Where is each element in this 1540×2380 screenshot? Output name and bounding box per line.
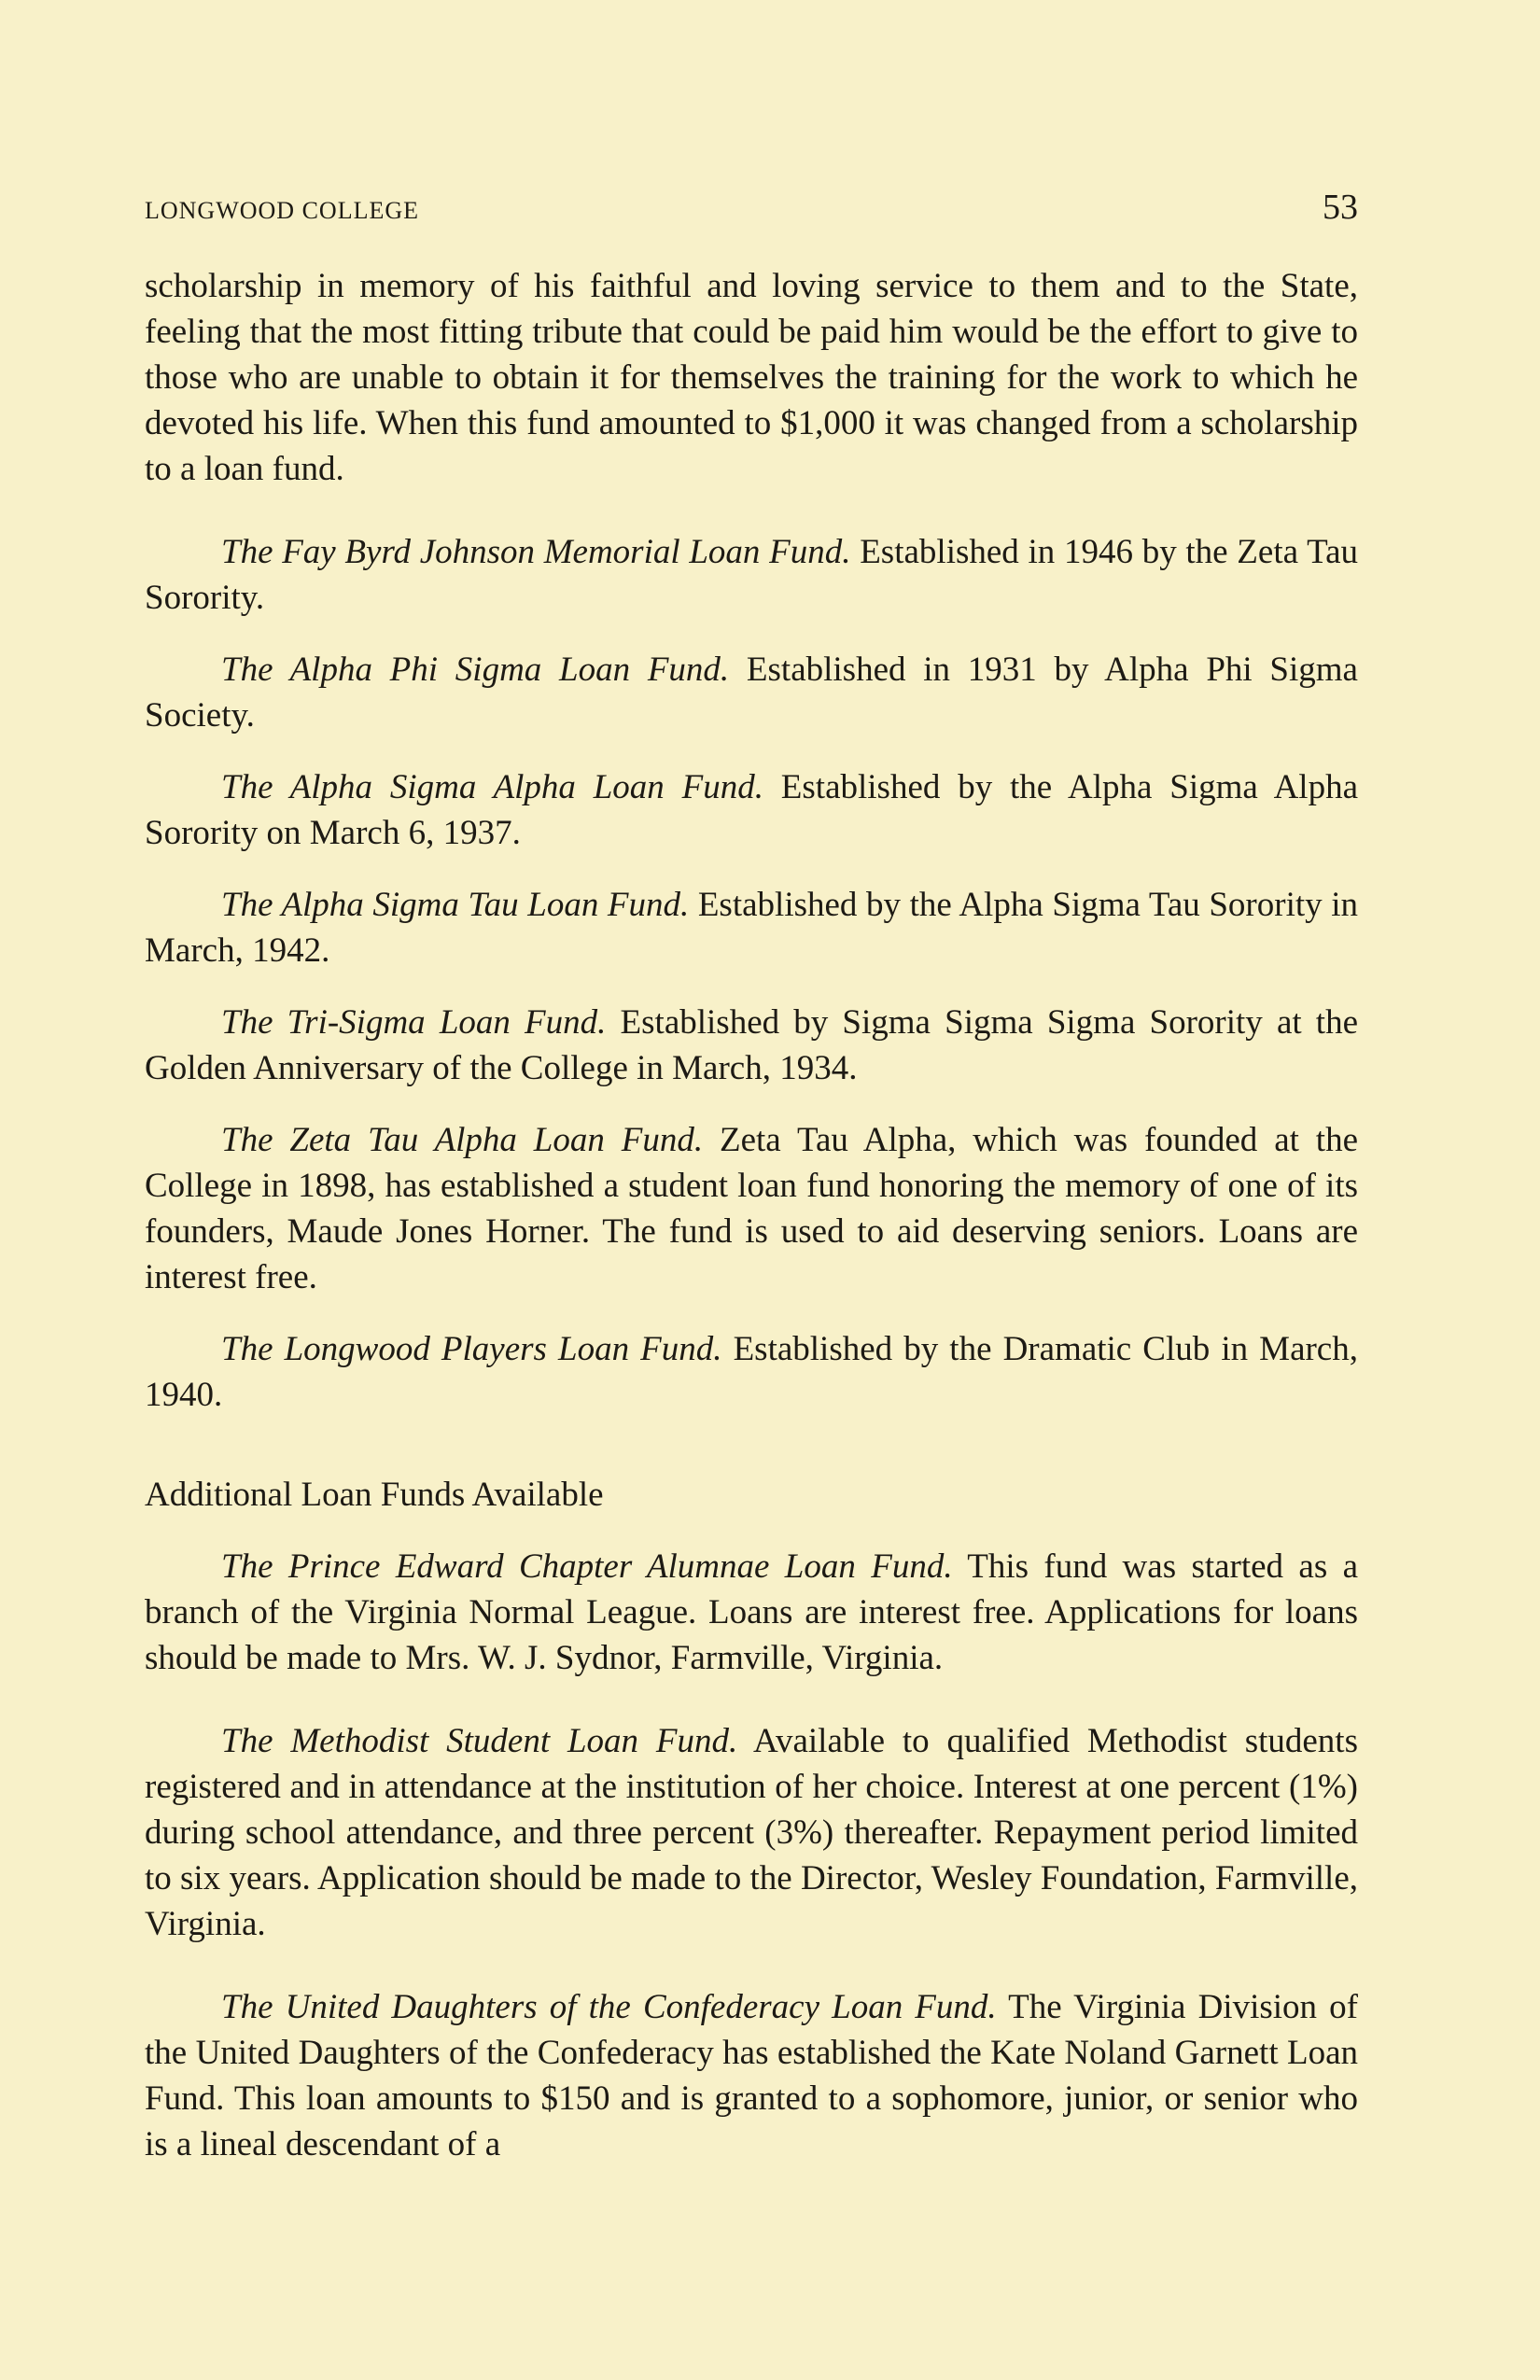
running-title: LONGWOOD COLLEGE [145, 197, 420, 224]
fund-description: Established by Sigma Sigma Sigma Sorority at the Golden Anniversary of the College in March, 1934. [145, 1003, 1358, 1087]
fund-description: Available to qualified Methodist students registered and in attendance at the institution of her choice. Interest at one percent (1%) during school attendance, and three percent (3%) thereafter. Repayment period limited to six years. Application should be made to the Director, Wesley Foundation, Farmville, Virginia. [145, 1722, 1358, 1943]
running-header [145, 187, 1358, 228]
fund-entry-zeta-tau-alpha [145, 1117, 1358, 1300]
fund-entry-alpha-sigma-tau [145, 882, 1358, 973]
fund-description: Established in 1946 by the Zeta Tau Sorority. [145, 533, 1359, 617]
fund-name: The Alpha Sigma Alpha Loan Fund. [221, 768, 763, 806]
fund-description: Established by the Alpha Sigma Alpha Sorority on March 6, 1937. [145, 768, 1359, 852]
fund-description: Established by the Dramatic Club in March, 1940. [145, 1330, 1358, 1414]
fund-name: The Zeta Tau Alpha Loan Fund. [221, 1121, 704, 1159]
page-content [145, 187, 1358, 2167]
fund-description: This fund was started as a branch of the Virginia Normal League. Loans are interest free. Applications for loans should be made to Mrs. W. J. Sydnor, Farmville, Virginia. [145, 1547, 1358, 1677]
fund-name: The Fay Byrd Johnson Memorial Loan Fund. [221, 533, 851, 571]
fund-entry-fay-byrd-johnson [145, 529, 1358, 621]
fund-description: Zeta Tau Alpha, which was founded at the College in 1898, has established a student loan fund honoring the memory of one of its founders, Maude Jones Horner. The fund is used to aid deserving seniors. Loans are interest free. [145, 1121, 1358, 1296]
opening-paragraph: scholarship in memory of his faithful and loving service to them and to the State, feeling that the most fitting tribute that could be paid him would be the effort to give to those who are unable to obtain it for themselves the training for the work to which he devoted his life. When this fund amounted to $1,000 it was changed from a scholarship to a loan fund. [145, 267, 1358, 488]
fund-entry-alpha-sigma-alpha [145, 764, 1358, 856]
fund-name: The Prince Edward Chapter Alumnae Loan Fund. [221, 1547, 953, 1586]
fund-entry-united-daughters-confederacy [145, 1984, 1358, 2167]
fund-entry-alpha-phi-sigma [145, 647, 1358, 738]
section-heading-additional-loan-funds: Additional Loan Funds Available [145, 1476, 604, 1514]
fund-entry-tri-sigma [145, 1000, 1358, 1091]
fund-name: The Alpha Sigma Tau Loan Fund. [221, 886, 690, 924]
fund-entry-prince-edward-alumnae [145, 1544, 1358, 1681]
fund-name: The Longwood Players Loan Fund. [221, 1330, 722, 1368]
fund-name: The Tri-Sigma Loan Fund. [221, 1003, 607, 1042]
fund-name: The Alpha Phi Sigma Loan Fund. [221, 651, 730, 689]
fund-name: The United Daughters of the Confederacy Loan Fund. [221, 1988, 997, 2026]
fund-description: The Virginia Division of the United Daughters of the Confederacy has established the Kate Noland Garnett Loan Fund. This loan amounts to $150 and is granted to a sophomore, junior, or senior who is a lineal descendant of a [145, 1988, 1358, 2163]
fund-description: Established by the Alpha Sigma Tau Sorority in March, 1942. [145, 886, 1358, 970]
fund-entry-longwood-players [145, 1326, 1358, 1418]
fund-entry-methodist-student [145, 1718, 1358, 1947]
fund-description: Established in 1931 by Alpha Phi Sigma Society. [145, 651, 1358, 735]
page-number: 53 [1323, 188, 1358, 227]
fund-name: The Methodist Student Loan Fund. [221, 1722, 738, 1760]
